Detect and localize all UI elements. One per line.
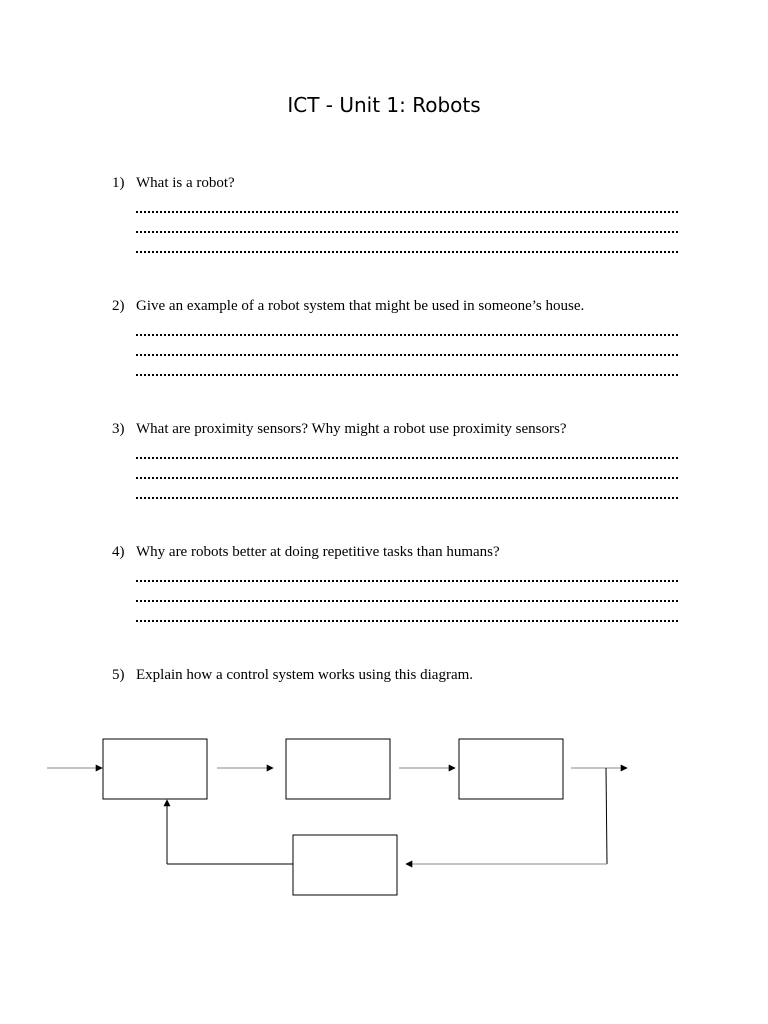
- question-number: 4): [112, 544, 125, 560]
- question-text: Give an example of a robot system that might be used in someone’s house.: [136, 298, 585, 314]
- question-number: 5): [112, 667, 125, 683]
- question-text: Explain how a control system works using this diagram.: [136, 667, 474, 683]
- output-box: [459, 739, 563, 799]
- question-text: What is a robot?: [136, 175, 235, 191]
- question-text: Why are robots better at doing repetitive tasks than humans?: [136, 544, 500, 560]
- page-title: ICT - Unit 1: Robots: [287, 93, 481, 117]
- question-number: 1): [112, 175, 125, 191]
- feedback-box: [293, 835, 397, 895]
- process-box: [286, 739, 390, 799]
- question-text: What are proximity sensors? Why might a robot use proximity sensors?: [136, 421, 567, 437]
- input-box: [103, 739, 207, 799]
- feedback-vertical: [606, 768, 607, 864]
- question-number: 2): [112, 298, 125, 314]
- question-number: 3): [112, 421, 125, 437]
